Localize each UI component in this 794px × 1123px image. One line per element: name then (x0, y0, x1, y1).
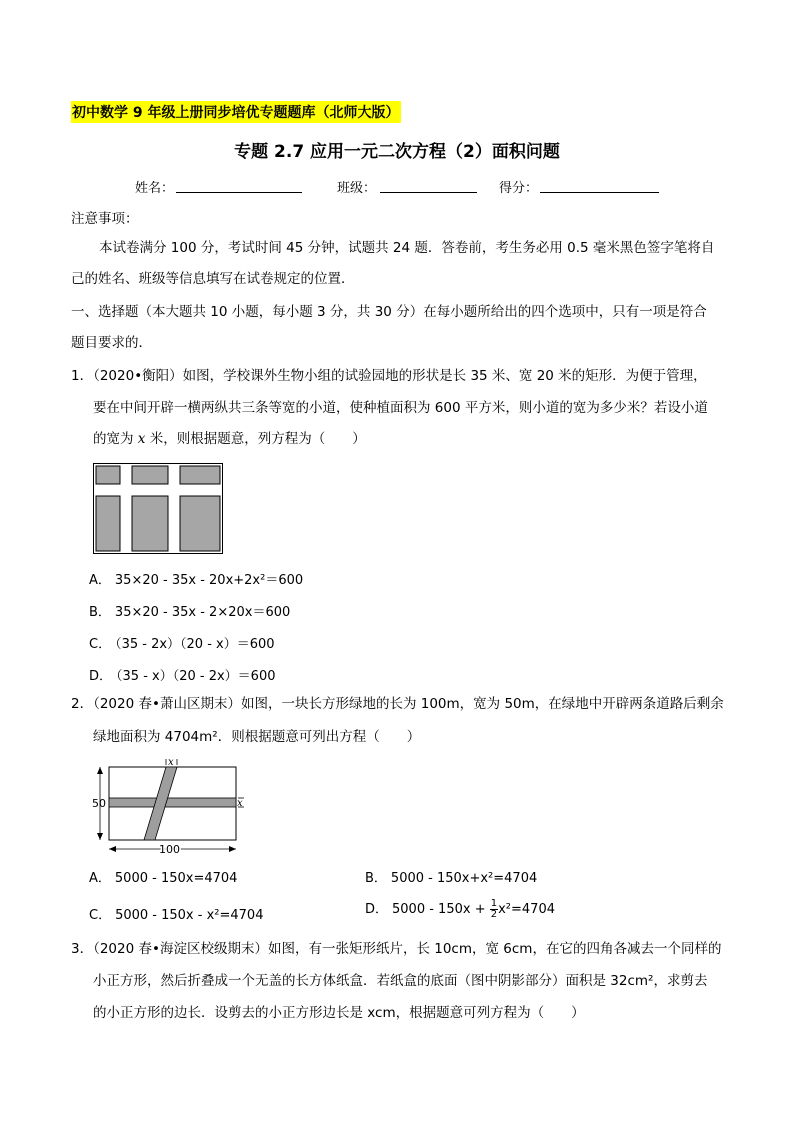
q1-option-d[interactable]: D． （35 - x）（20 - 2x）＝600 (89, 669, 276, 684)
q2-length-label: 100 (159, 843, 180, 855)
q1-line1: 1．（2020•衡阳）如图，学校课外生物小组的试验园地的形状是长 35 米、宽 20 米的矩形．为便于管理， (71, 368, 707, 384)
q1-option-a[interactable]: A． 35×20 - 35x - 20x+2x²＝600 (89, 573, 304, 588)
q1-line2: 要在中间开辟一横两纵共三条等宽的小道，使种植面积为 600 平方米，则小道的宽为多少米？若设小道 (93, 400, 708, 416)
q1-option-c[interactable]: C． （35 - 2x）（20 - x）＝600 (89, 637, 275, 652)
plot-top-middle (132, 466, 168, 484)
notice-line2: 己的姓名、班级等信息填写在试卷规定的位置． (71, 271, 355, 287)
class-underline[interactable] (380, 192, 477, 193)
plot-top-right (180, 466, 220, 484)
q2-option-d[interactable]: D． 5000 - 150x + $\frac{1}{2}$ x²=4704 (365, 898, 555, 920)
q1-line3: 的宽为 x 米，则根据题意，列方程为（ ） (93, 431, 366, 447)
score-underline[interactable] (540, 192, 659, 193)
q2-width-label: 50 (92, 797, 106, 810)
plot-bottom-right (180, 496, 220, 551)
q1-option-b[interactable]: B． 35×20 - 35x - 2×20x＝600 (89, 605, 291, 620)
plot-bottom-left (96, 496, 120, 551)
q2-option-d-fraction: $\frac{1}{2}$ (490, 898, 498, 920)
q2-line2: 绿地面积为 4704m²．则根据题意可列出方程（ ） (93, 729, 421, 745)
q1-garden-figure (93, 463, 223, 554)
name-label: 姓名： (135, 181, 175, 196)
q3-line2: 小正方形，然后折叠成一个无盖的长方体纸盒．若纸盒的底面（图中阴影部分）面积是 32cm²，求剪去 (93, 973, 708, 989)
q3-line3: 的小正方形的边长．设剪去的小正方形边长是 xcm，根据题意可列方程为（ ） (93, 1005, 585, 1021)
q3-line1: 3．（2020 春•海淀区校级期末）如图，有一张矩形纸片，长 10cm，宽 6cm，在它的四角各减去一个同样的 (71, 941, 722, 957)
notice-line1: 本试卷满分 100 分，考试时间 45 分钟，试题共 24 题．答卷前，考生务必用 0.5 毫米黑色签字笔将自 (99, 240, 715, 256)
series-title: 初中数学 9 年级上册同步培优专题题库（北师大版） (71, 101, 401, 123)
score-label: 得分： (499, 181, 539, 196)
q2-option-a[interactable]: A． 5000 - 150x=4704 (89, 871, 238, 886)
q2-option-c[interactable]: C． 5000 - 150x - x²=4704 (89, 908, 264, 923)
q2-x-top-label: x (168, 757, 174, 768)
section1-line1: 一、选择题（本大题共 10 小题，每小题 3 分，共 30 分）在每小题所给出的四个选项中，只有一项是符合 (71, 304, 707, 320)
section1-line2: 题目要求的． (71, 335, 152, 351)
q2-option-b[interactable]: B． 5000 - 150x+x²=4704 (365, 871, 538, 886)
class-label: 班级： (337, 181, 377, 196)
q2-field-figure (89, 755, 249, 855)
plot-bottom-middle (132, 496, 168, 551)
name-underline[interactable] (176, 192, 302, 193)
notice-heading: 注意事项： (71, 211, 139, 227)
q2-x-right-label: x (237, 798, 243, 809)
plot-top-left (96, 466, 120, 484)
page-title: 专题 2.7 应用一元二次方程（2）面积问题 (234, 142, 560, 162)
q2-line1: 2．（2020 春•萧山区期末）如图，一块长方形绿地的长为 100m，宽为 50m，在绿地中开辟两条道路后剩余 (71, 696, 724, 712)
